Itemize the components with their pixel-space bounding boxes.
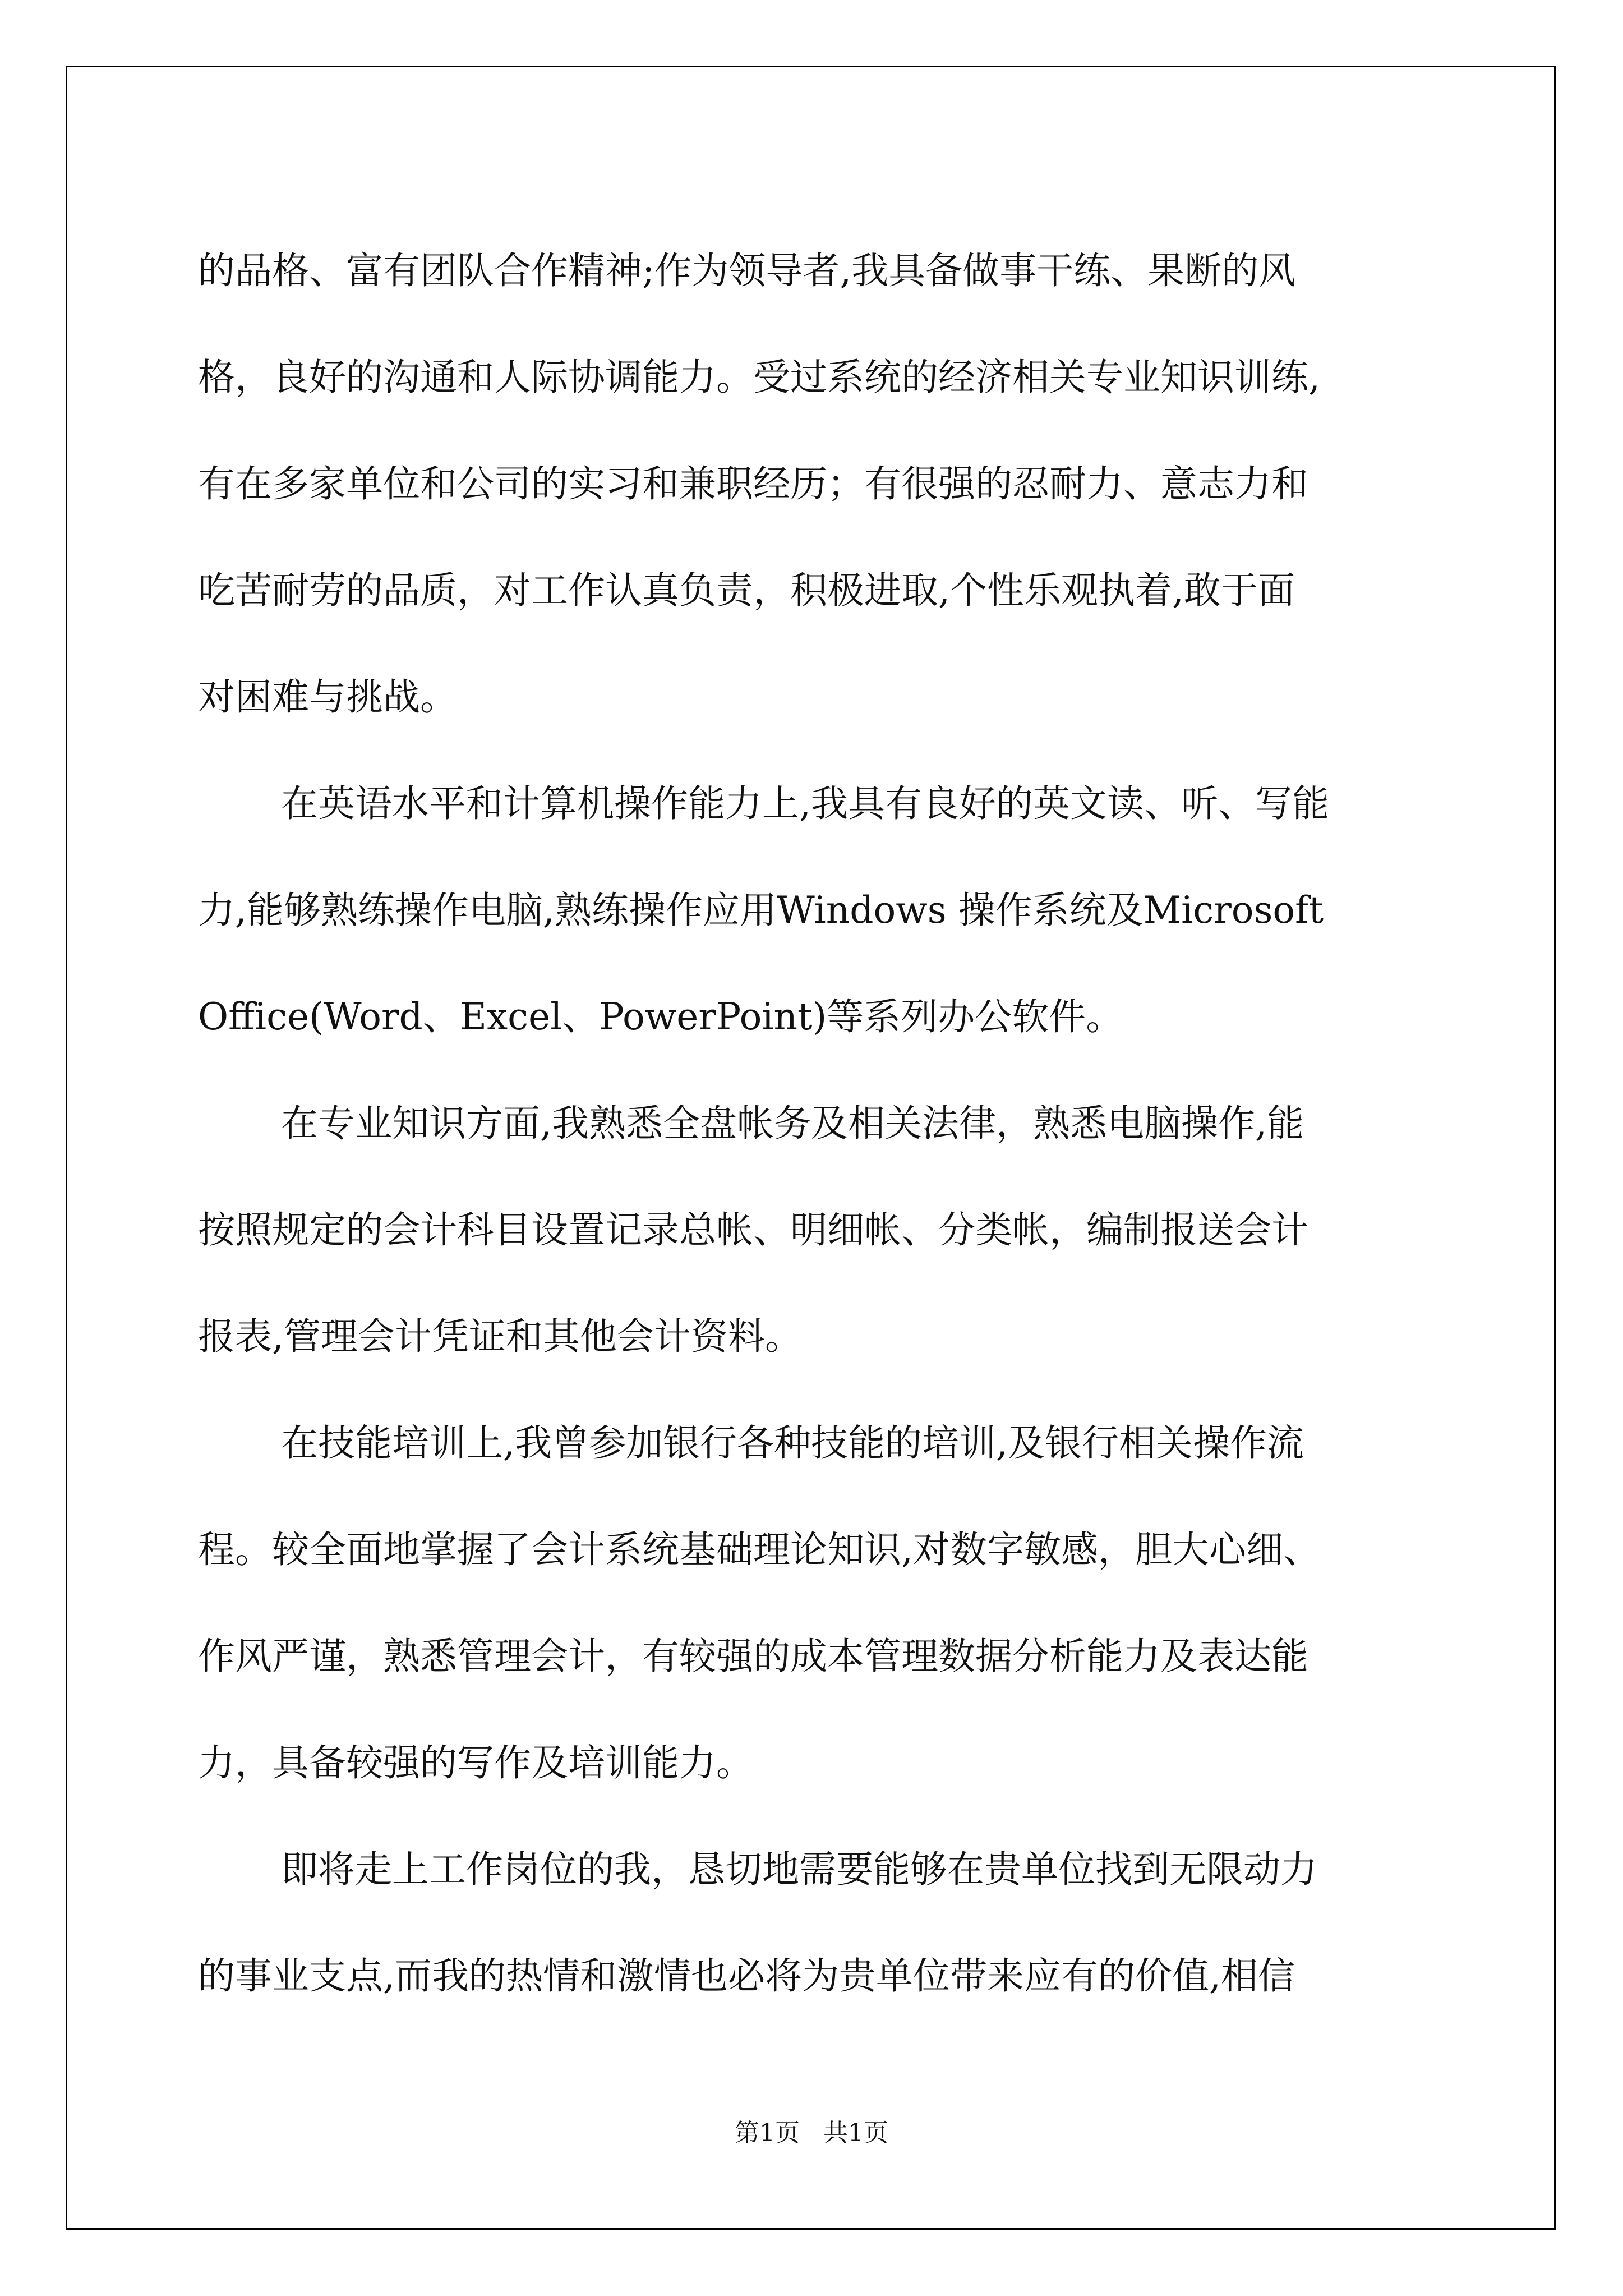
paragraph-2-line-1: 在英语水平和计算机操作能力上,我具有良好的英文读、听、写能 [281, 782, 1329, 825]
paragraph-2-line-2: 力,能够熟练操作电脑,熟练操作应用Windows 操作系统及Microsoft [198, 889, 1324, 932]
paragraph-1-line-5: 对困难与挑战。 [198, 675, 457, 719]
paragraph-4-line-1: 在技能培训上,我曾参加银行各种技能的培训,及银行相关操作流 [281, 1421, 1304, 1465]
paragraph-3-line-3: 报表,管理会计凭证和其他会计资料。 [198, 1315, 802, 1358]
paragraph-1-line-1: 的品格、富有团队合作精神;作为领导者,我具备做事干练、果断的风 [198, 249, 1296, 292]
paragraph-4-line-4: 力，具备较强的写作及培训能力。 [198, 1741, 753, 1784]
paragraph-1-line-4: 吃苦耐劳的品质，对工作认真负责，积极进取,个性乐观执着,敢于面 [198, 569, 1295, 612]
paragraph-3-line-1: 在专业知识方面,我熟悉全盘帐务及相关法律，熟悉电脑操作,能 [281, 1102, 1304, 1145]
paragraph-2-line-3: Office(Word、Excel、PowerPoint)等系列办公软件。 [198, 995, 1123, 1038]
paragraph-3-line-2: 按照规定的会计科目设置记录总帐、明细帐、分类帐，编制报送会计 [198, 1208, 1308, 1251]
paragraph-1-line-2: 格，良好的沟通和人际协调能力。受过系统的经济相关专业知识训练, [198, 356, 1320, 399]
paragraph-1-line-3: 有在多家单位和公司的实习和兼职经历；有很强的忍耐力、意志力和 [198, 462, 1308, 505]
document-body [198, 218, 1460, 2030]
paragraph-4-line-2: 程。较全面地掌握了会计系统基础理论知识,对数字敏感，胆大心细、 [198, 1528, 1320, 1571]
paragraph-4-line-3: 作风严谨，熟悉管理会计，有较强的成本管理数据分析能力及表达能 [198, 1635, 1308, 1678]
page-number-footer: 第1页 共1页 [735, 2119, 888, 2147]
paragraph-5-line-1: 即将走上工作岗位的我，恳切地需要能够在贵单位找到无限动力 [281, 1848, 1317, 1891]
paragraph-5-line-2: 的事业支点,而我的热情和激情也必将为贵单位带来应有的价值,相信 [198, 1954, 1295, 1998]
